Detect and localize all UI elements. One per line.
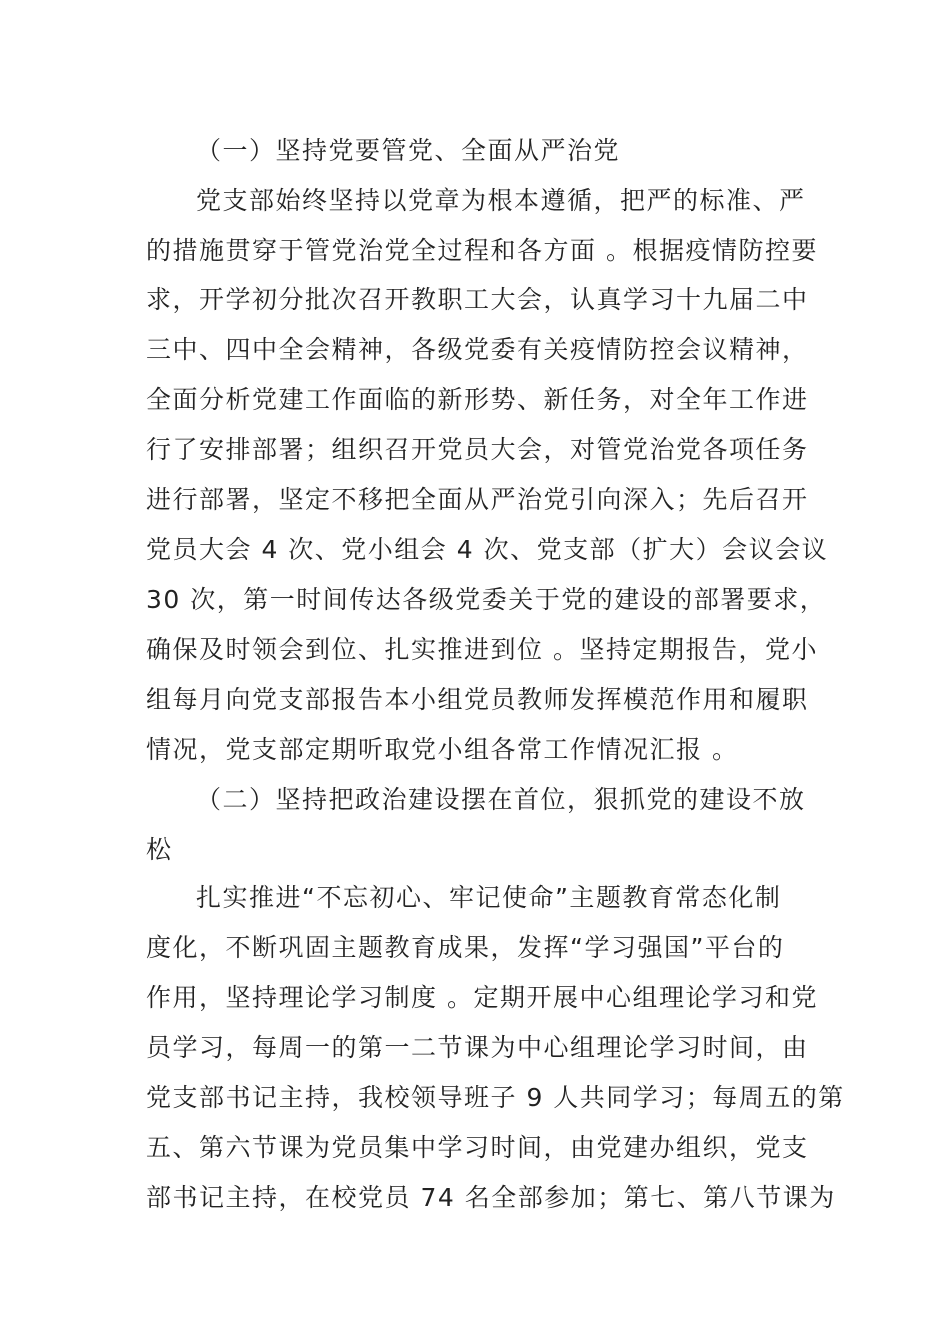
section-1-heading: （一）坚持党要管党、全面从严治党 bbox=[196, 136, 621, 165]
paragraph-line: 作用，坚持理论学习制度 。定期开展中心组理论学习和党 bbox=[146, 983, 818, 1012]
paragraph-line: 度化，不断巩固主题教育成果，发挥“学习强国”平台的 bbox=[146, 933, 785, 962]
paragraph-line: 的措施贯穿于管党治党全过程和各方面 。根据疫情防控要 bbox=[146, 236, 818, 265]
paragraph-line: 全面分析党建工作面临的新形势、新任务，对全年工作进 bbox=[146, 385, 809, 414]
paragraph-line: 员学习，每周一的第一二节课为中心组理论学习时间，由 bbox=[146, 1033, 809, 1062]
paragraph-line: 30 次，第一时间传达各级党委关于党的建设的部署要求， bbox=[146, 585, 827, 614]
paragraph-line: 五、第六节课为党员集中学习时间，由党建办组织，党支 bbox=[146, 1133, 809, 1162]
paragraph-line: 情况，党支部定期听取党小组各常工作情况汇报 。 bbox=[146, 735, 739, 764]
paragraph-line: 确保及时领会到位、扎实推进到位 。坚持定期报告，党小 bbox=[146, 635, 818, 664]
paragraph-line: 党支部书记主持，我校领导班子 9 人共同学习；每周五的第 bbox=[146, 1083, 845, 1112]
paragraph-line: 部书记主持，在校党员 74 名全部参加；第七、第八节课为 bbox=[146, 1183, 836, 1212]
section-2-heading-continued: 松 bbox=[146, 835, 173, 864]
paragraph-line: 行了安排部署；组织召开党员大会，对管党治党各项任务 bbox=[146, 435, 809, 464]
paragraph-line: 三中、四中全会精神，各级党委有关疫情防控会议精神， bbox=[146, 335, 809, 364]
paragraph-line: 进行部署，坚定不移把全面从严治党引向深入；先后召开 bbox=[146, 485, 809, 514]
paragraph-line: 党员大会 4 次、党小组会 4 次、党支部（扩大）会议会议 bbox=[146, 535, 829, 564]
paragraph-line: 扎实推进“不忘初心、牢记使命”主题教育常态化制 bbox=[196, 883, 782, 912]
paragraph-line: 求，开学初分批次召开教职工大会，认真学习十九届二中 bbox=[146, 285, 809, 314]
paragraph-line: 党支部始终坚持以党章为根本遵循，把严的标准、严 bbox=[196, 186, 806, 215]
section-2-heading: （二）坚持把政治建设摆在首位，狠抓党的建设不放 bbox=[196, 785, 806, 814]
paragraph-line: 组每月向党支部报告本小组党员教师发挥模范作用和履职 bbox=[146, 685, 809, 714]
